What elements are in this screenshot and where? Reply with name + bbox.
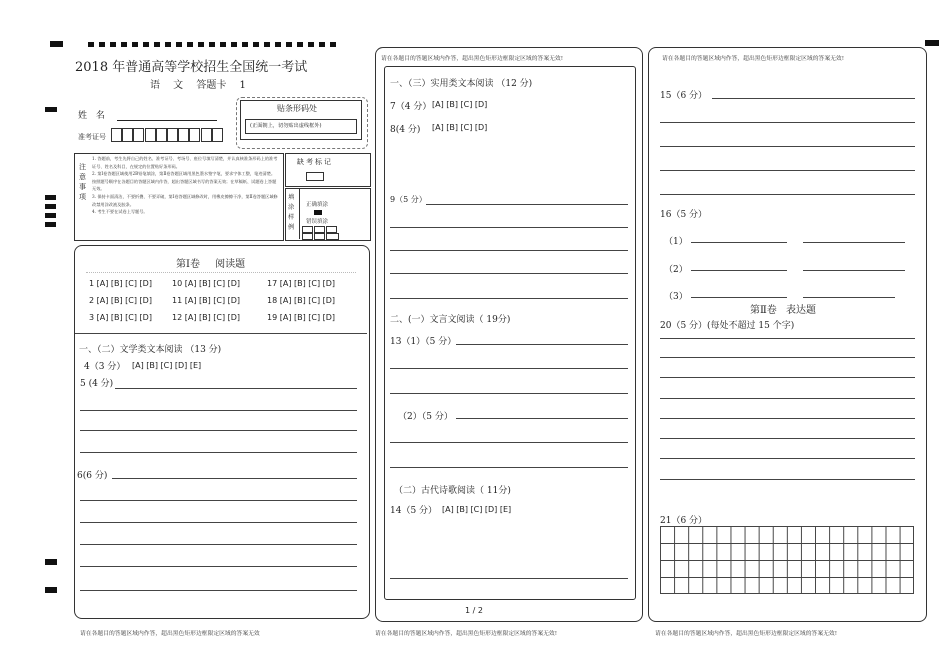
q21-label: 21（6 分） bbox=[660, 516, 708, 526]
q16-1-answer-b[interactable] bbox=[803, 242, 905, 243]
q5-answer-line[interactable] bbox=[80, 430, 357, 431]
id-digit-box[interactable] bbox=[122, 128, 133, 142]
q16-2-answer-b[interactable] bbox=[803, 270, 905, 271]
q16-sub-3: （3） bbox=[664, 292, 688, 302]
mc-17[interactable]: 17 [A] [B] [C] [D] bbox=[267, 279, 336, 288]
q16-sub-1: （1） bbox=[664, 237, 688, 247]
absent-label: 缺考标记 bbox=[297, 158, 333, 166]
q16-3-answer-a[interactable] bbox=[691, 297, 787, 298]
q7-label: 7（4 分） bbox=[390, 102, 432, 112]
page-number: 1 / 2 bbox=[465, 606, 483, 615]
mc-10[interactable]: 10 [A] [B] [C] [D] bbox=[172, 279, 241, 288]
mc-11[interactable]: 11 [A] [B] [C] [D] bbox=[172, 296, 241, 305]
q14-answer-line[interactable] bbox=[390, 578, 628, 579]
q21-writing-grid[interactable] bbox=[660, 526, 914, 594]
q8-options[interactable]: [A] [B] [C] [D] bbox=[432, 123, 488, 132]
barcode-title: 贴条形码处 bbox=[277, 104, 317, 113]
id-digit-box[interactable] bbox=[212, 128, 223, 142]
q16-2-answer-a[interactable] bbox=[691, 270, 787, 271]
id-digit-box[interactable] bbox=[167, 128, 178, 142]
mc-18[interactable]: 18 [A] [B] [C] [D] bbox=[267, 296, 336, 305]
id-digit-box[interactable] bbox=[156, 128, 167, 142]
q5-answer-line[interactable] bbox=[80, 410, 357, 411]
name-label: 姓 名 bbox=[78, 111, 105, 121]
mc-2[interactable]: 2 [A] [B] [C] [D] bbox=[89, 296, 152, 305]
q13-2-answer-line[interactable] bbox=[390, 467, 628, 468]
footer-note-3: 请在各题目的答题区域内作答，超出黑色矩形边框限定区域的答案无效! bbox=[655, 631, 838, 637]
q9-answer-line[interactable] bbox=[390, 298, 628, 299]
q16-sub-2: （2） bbox=[664, 265, 688, 275]
id-digit-box[interactable] bbox=[111, 128, 122, 142]
mc-1[interactable]: 1 [A] [B] [C] [D] bbox=[89, 279, 152, 288]
q20-answer-line[interactable] bbox=[660, 377, 915, 378]
id-digit-box[interactable] bbox=[189, 128, 200, 142]
timing-mark bbox=[925, 40, 939, 46]
part2-title: 第Ⅱ卷 表达题 bbox=[750, 305, 816, 316]
fill-correct-label: 正确填涂 bbox=[306, 202, 329, 208]
timing-track bbox=[88, 42, 336, 47]
q5-answer-line[interactable] bbox=[80, 452, 357, 453]
fill-wrong-label: 错误填涂 bbox=[306, 219, 329, 225]
q13-1-answer-line[interactable] bbox=[390, 393, 628, 394]
id-label: 准考证号 bbox=[78, 133, 106, 141]
q15-label: 15（6 分） bbox=[660, 91, 708, 101]
fill-wrong-sample-5 bbox=[314, 233, 325, 240]
timing-mark bbox=[45, 107, 57, 112]
name-field[interactable] bbox=[117, 120, 217, 121]
q13-2-answer-line[interactable] bbox=[390, 442, 628, 443]
section-practical-title: 一、（三）实用类文本阅读 （12 分) bbox=[390, 79, 533, 89]
q15-answer-line[interactable] bbox=[712, 98, 915, 99]
q9-label: 9（5 分） bbox=[390, 195, 427, 204]
fill-wrong-sample-6 bbox=[326, 233, 339, 240]
q5-label: 5 (4 分) bbox=[80, 379, 114, 389]
subject-title: 语 文 答题卡 1 bbox=[150, 80, 246, 91]
timing-mark bbox=[45, 587, 57, 593]
note-item: 3. 保持卡面清洁，不要折叠、不要弄破，第Ⅰ卷答题区域修改时，用橡皮擦擦干净，第Ⅱ卷答题区域修改禁用涂改液及胶条。 bbox=[92, 193, 278, 207]
fill-example-divider bbox=[299, 188, 300, 239]
section-divider bbox=[75, 333, 367, 334]
id-digit-box[interactable] bbox=[145, 128, 156, 142]
note-item: 4. 考生不要在试卷上写题号。 bbox=[92, 209, 148, 215]
q6-answer-line[interactable] bbox=[80, 590, 357, 591]
id-digit-box[interactable] bbox=[133, 128, 144, 142]
q20-answer-line[interactable] bbox=[660, 418, 915, 419]
absent-checkbox[interactable] bbox=[306, 172, 324, 181]
q20-answer-line[interactable] bbox=[660, 398, 915, 399]
q16-3-answer-b[interactable] bbox=[803, 297, 895, 298]
q13-2-label: （2）（5 分） bbox=[398, 412, 453, 422]
q13-2-answer-line[interactable] bbox=[456, 418, 628, 419]
q9-answer-line[interactable] bbox=[426, 204, 628, 205]
mc-12[interactable]: 12 [A] [B] [C] [D] bbox=[172, 313, 241, 322]
section-literary-title: 一、（二）文学类文本阅读 （13 分) bbox=[79, 345, 222, 355]
q9-answer-line[interactable] bbox=[390, 227, 628, 228]
q20-label: 20（5 分）(每处不超过 15 个字) bbox=[660, 321, 795, 331]
q6-answer-line[interactable] bbox=[80, 522, 357, 523]
q15-answer-line[interactable] bbox=[660, 146, 915, 147]
part1-title: 第Ⅰ卷 阅读题 bbox=[176, 259, 246, 270]
timing-track bbox=[45, 195, 56, 227]
col2-answer-panel bbox=[384, 66, 636, 600]
fill-wrong-sample-1 bbox=[302, 226, 313, 233]
notes-list bbox=[92, 155, 278, 216]
barcode-note: (正面朝上，切勿贴出虚线框外) bbox=[250, 123, 322, 129]
q6-answer-line[interactable] bbox=[80, 500, 357, 501]
mc-19[interactable]: 19 [A] [B] [C] [D] bbox=[267, 313, 336, 322]
q16-1-answer-a[interactable] bbox=[691, 242, 787, 243]
q20-answer-line[interactable] bbox=[660, 458, 915, 459]
q20-answer-line[interactable] bbox=[660, 357, 915, 358]
q13-1-answer-line[interactable] bbox=[456, 344, 628, 345]
q13-1-answer-line[interactable] bbox=[390, 368, 628, 369]
q6-answer-line[interactable] bbox=[112, 478, 357, 479]
notes-label: 注 意 事 项 bbox=[79, 163, 86, 201]
q15-answer-line[interactable] bbox=[660, 122, 915, 123]
q20-answer-line[interactable] bbox=[660, 479, 915, 480]
section-classical-title: 二、(一）文言文阅读（ 19分) bbox=[390, 315, 511, 325]
id-digit-box[interactable] bbox=[178, 128, 189, 142]
q6-label: 6(6 分) bbox=[77, 471, 108, 481]
q14-label: 14（5 分） bbox=[390, 506, 438, 516]
q5-answer-line[interactable] bbox=[115, 388, 357, 389]
fill-label: 填 涂 样 例 bbox=[288, 194, 295, 231]
exam-id-boxes[interactable] bbox=[111, 128, 224, 143]
fill-wrong-sample-4 bbox=[302, 233, 313, 240]
col3-banner: 请在各题目的答题区域内作答，超出黑色矩形边框限定区域的答案无效! bbox=[662, 56, 845, 62]
q6-answer-line[interactable] bbox=[80, 566, 357, 567]
timing-mark bbox=[45, 559, 57, 565]
q9-answer-line[interactable] bbox=[390, 273, 628, 274]
q15-answer-line[interactable] bbox=[660, 170, 915, 171]
col2-banner: 请在各题目的答题区域内作答，超出黑色矩形边框限定区域的答案无效! bbox=[381, 56, 564, 62]
note-item: 1. 答题前，考生先将自己的姓名、准考证号、考场号、座位号填写清楚，并认真核准条形码上的准考证号、姓名及科目，在规定的位置贴好条形码。 bbox=[92, 156, 278, 169]
q20-answer-line[interactable] bbox=[660, 338, 915, 339]
section-poetry-title: （二）古代诗歌阅读（ 11分) bbox=[394, 486, 511, 496]
footer-note-1: 请在各题目的答题区域内作答，超出黑色矩形边框限定区域的答案无效 bbox=[80, 631, 260, 637]
part1-title-divider bbox=[86, 272, 356, 273]
q6-answer-line[interactable] bbox=[80, 544, 357, 545]
footer-note-2: 请在各题目的答题区域内作答，超出黑色矩形边框限定区域的答案无效! bbox=[375, 631, 558, 637]
q4-label: 4（3 分） bbox=[84, 362, 126, 372]
fill-wrong-sample-3 bbox=[326, 226, 337, 233]
q8-label: 8(4 分) bbox=[390, 125, 421, 135]
q4-options[interactable]: [A] [B] [C] [D] [E] bbox=[132, 361, 202, 370]
q7-options[interactable]: [A] [B] [C] [D] bbox=[432, 100, 488, 109]
q13-1-label: 13（1）（5 分） bbox=[390, 337, 457, 347]
q9-answer-line[interactable] bbox=[390, 250, 628, 251]
id-digit-box[interactable] bbox=[201, 128, 212, 142]
note-item: 2. 第Ⅰ卷答题区域使用2B铅笔填涂，第Ⅱ卷答题区域用黑色墨水签字笔，要求字体工整，笔迹清楚。按照题号顺序在各题目的答题区域内作答，超出答题区域书写的答案无效；在草稿纸、试题卷上答题无效。 bbox=[92, 171, 277, 192]
fill-wrong-sample-2 bbox=[314, 226, 325, 233]
q14-options[interactable]: [A] [B] [C] [D] [E] bbox=[442, 505, 512, 514]
timing-mark bbox=[50, 41, 63, 47]
q20-answer-line[interactable] bbox=[660, 438, 915, 439]
mc-3[interactable]: 3 [A] [B] [C] [D] bbox=[89, 313, 152, 322]
exam-title: 2018 年普通高等学校招生全国统一考试 bbox=[75, 60, 308, 75]
q15-answer-line[interactable] bbox=[660, 194, 915, 195]
fill-correct-sample bbox=[314, 210, 322, 215]
q16-label: 16（5 分） bbox=[660, 210, 708, 220]
